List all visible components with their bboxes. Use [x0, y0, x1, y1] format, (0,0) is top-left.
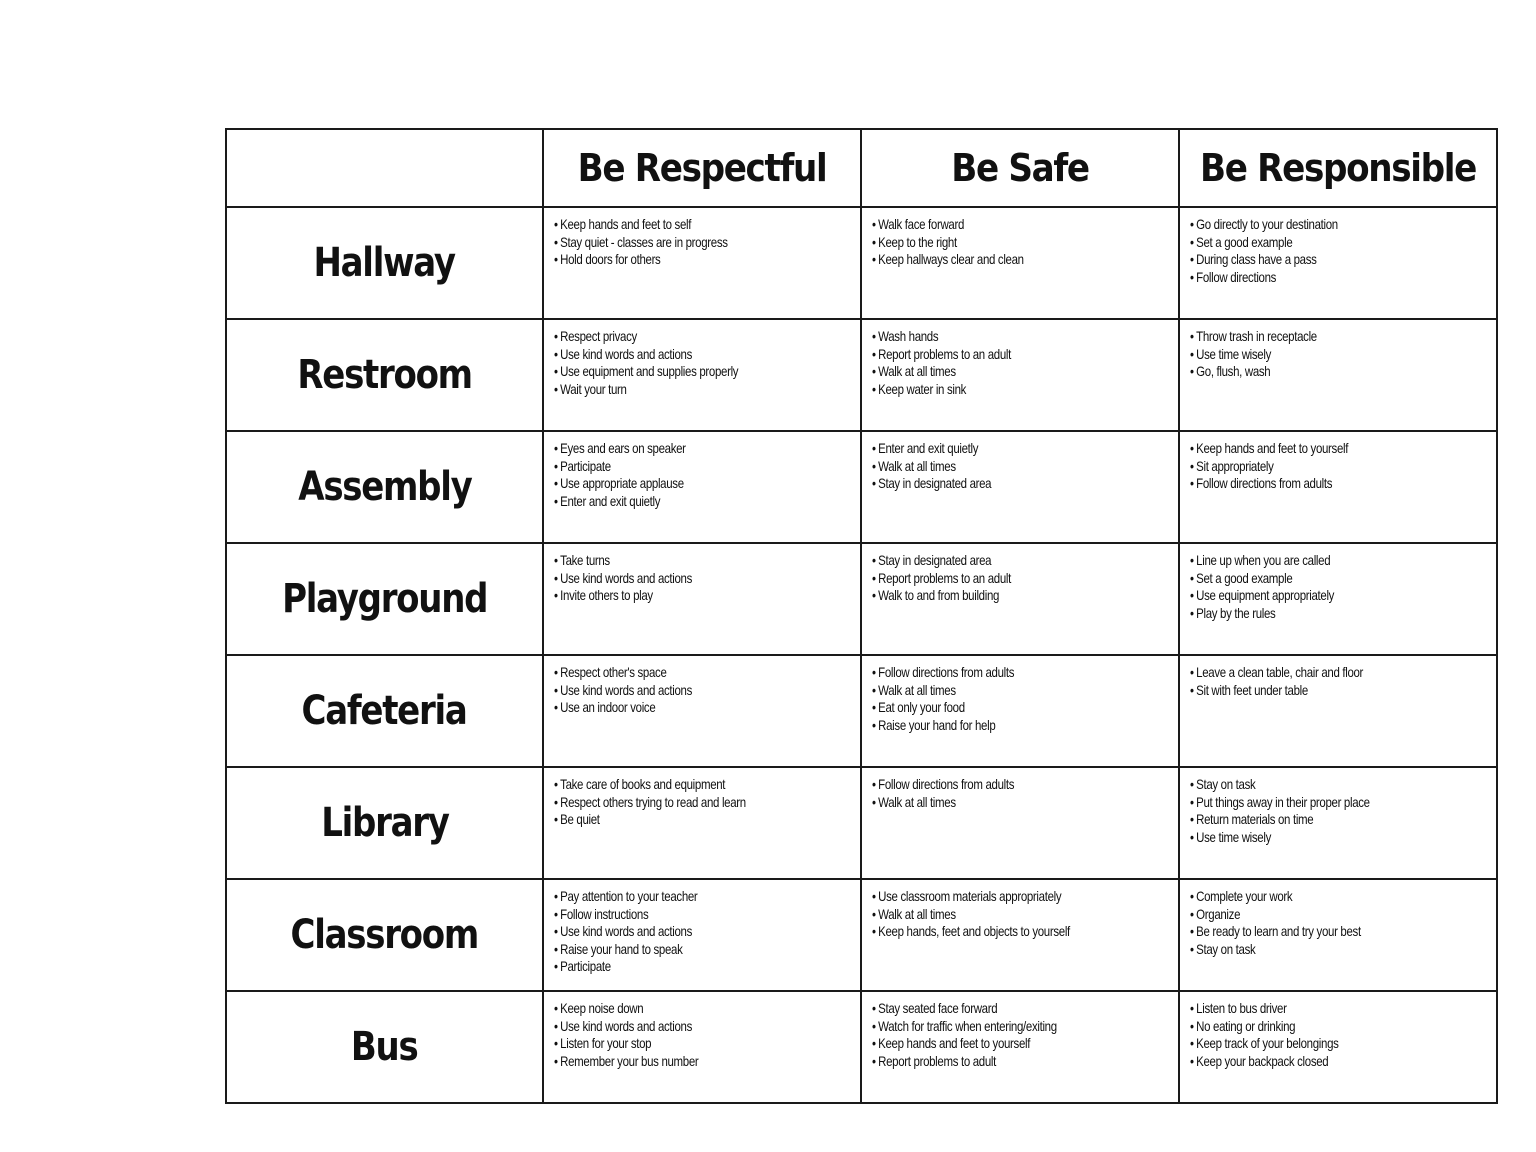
rule-list [544, 544, 860, 605]
rule-cell-respectful [543, 207, 861, 319]
rule-item: • Complete your work [1190, 888, 1441, 906]
location-cell [226, 991, 543, 1103]
rule-list [1180, 880, 1496, 958]
rule-list [544, 208, 860, 269]
rule-list [1180, 208, 1496, 286]
rule-list [544, 992, 860, 1070]
rule-item: • Follow directions from adults [872, 776, 1123, 794]
rule-cell-respectful [543, 543, 861, 655]
rule-item: • Walk to and from building [872, 587, 1123, 605]
rule-item: • Eyes and ears on speaker [554, 440, 805, 458]
rule-item: • Stay in designated area [872, 475, 1123, 493]
rule-list [1180, 320, 1496, 381]
rule-item: • Use kind words and actions [554, 923, 805, 941]
rule-cell-respectful [543, 431, 861, 543]
rule-cell-safe [861, 431, 1179, 543]
rule-item: • Walk face forward [872, 216, 1123, 234]
rule-item: • Walk at all times [872, 682, 1123, 700]
rule-item: • Take turns [554, 552, 805, 570]
rule-item: • Respect privacy [554, 328, 805, 346]
location-cell [226, 767, 543, 879]
rule-item: • Throw trash in receptacle [1190, 328, 1441, 346]
rule-item: • Raise your hand to speak [554, 941, 805, 959]
rule-item: • Follow directions from adults [1190, 475, 1441, 493]
expectations-matrix [225, 128, 1498, 1104]
rule-item: • Walk at all times [872, 363, 1123, 381]
rule-item: • Sit with feet under table [1190, 682, 1441, 700]
table-row [226, 543, 1497, 655]
rule-item: • During class have a pass [1190, 251, 1441, 269]
rule-item: • Participate [554, 458, 805, 476]
rule-list [862, 880, 1178, 941]
rule-item: • Set a good example [1190, 570, 1441, 588]
location-cell [226, 879, 543, 991]
rule-list [544, 768, 860, 829]
rule-item: • Keep hands, feet and objects to yourself [872, 923, 1123, 941]
rule-item: • Keep track of your belongings [1190, 1035, 1441, 1053]
rule-item: • Use appropriate applause [554, 475, 805, 493]
rule-item: • Keep hands and feet to yourself [1190, 440, 1441, 458]
rule-list [1180, 768, 1496, 846]
rule-item: • Use equipment and supplies properly [554, 363, 805, 381]
location-cell [226, 319, 543, 431]
rule-cell-responsible [1179, 879, 1497, 991]
rule-item: • Respect other's space [554, 664, 805, 682]
rule-item: • Remember your bus number [554, 1053, 805, 1071]
rule-list [1180, 432, 1496, 493]
rule-item: • Stay quiet - classes are in progress [554, 234, 805, 252]
rule-list [862, 432, 1178, 493]
rule-item: • Listen to bus driver [1190, 1000, 1441, 1018]
rule-cell-responsible [1179, 207, 1497, 319]
rule-list [544, 320, 860, 398]
rule-item: • Enter and exit quietly [872, 440, 1123, 458]
rule-cell-respectful [543, 655, 861, 767]
rule-item: • Walk at all times [872, 458, 1123, 476]
location-label: Assembly [297, 464, 472, 510]
location-cell [226, 431, 543, 543]
rule-item: • Wait your turn [554, 381, 805, 399]
column-header-responsible: Be Responsible [1195, 129, 1481, 207]
rule-list [862, 544, 1178, 605]
location-label: Classroom [290, 912, 479, 958]
table-row [226, 879, 1497, 991]
table-row [226, 991, 1497, 1103]
rule-list [862, 208, 1178, 269]
rule-item: • Report problems to an adult [872, 570, 1123, 588]
rule-item: • Go directly to your destination [1190, 216, 1441, 234]
rule-item: • Report problems to an adult [872, 346, 1123, 364]
matrix-body [226, 207, 1497, 1103]
rule-item: • Use time wisely [1190, 346, 1441, 364]
rule-item: • Organize [1190, 906, 1441, 924]
rule-item: • Wash hands [872, 328, 1123, 346]
rule-list [544, 432, 860, 510]
rule-item: • Play by the rules [1190, 605, 1441, 623]
table-row [226, 655, 1497, 767]
rule-item: • Keep to the right [872, 234, 1123, 252]
location-label: Cafeteria [302, 688, 467, 734]
rule-list [1180, 544, 1496, 622]
rule-cell-safe [861, 767, 1179, 879]
location-cell [226, 543, 543, 655]
rule-item: • Sit appropriately [1190, 458, 1441, 476]
rule-item: • Stay on task [1190, 776, 1441, 794]
rule-cell-responsible [1179, 767, 1497, 879]
rule-item: • Keep your backpack closed [1190, 1053, 1441, 1071]
rule-list [1180, 992, 1496, 1070]
rule-item: • Line up when you are called [1190, 552, 1441, 570]
rule-item: • Use kind words and actions [554, 1018, 805, 1036]
rule-cell-respectful [543, 991, 861, 1103]
rule-item: • Keep hands and feet to self [554, 216, 805, 234]
rule-cell-respectful [543, 767, 861, 879]
rule-item: • Respect others trying to read and learn [554, 794, 805, 812]
header-row [226, 129, 1497, 207]
rule-list [862, 768, 1178, 811]
rule-item: • Raise your hand for help [872, 717, 1123, 735]
rule-cell-safe [861, 879, 1179, 991]
rule-cell-responsible [1179, 991, 1497, 1103]
rule-item: • Stay on task [1190, 941, 1441, 959]
table-row [226, 431, 1497, 543]
rule-item: • Use equipment appropriately [1190, 587, 1441, 605]
rule-cell-safe [861, 655, 1179, 767]
table-row [226, 319, 1497, 431]
rule-list [544, 880, 860, 976]
corner-cell [226, 129, 543, 207]
rule-item: • Follow instructions [554, 906, 805, 924]
rule-list [544, 656, 860, 717]
rule-item: • Stay in designated area [872, 552, 1123, 570]
rule-item: • Be ready to learn and try your best [1190, 923, 1441, 941]
rule-item: • Put things away in their proper place [1190, 794, 1441, 812]
rule-item: • Leave a clean table, chair and floor [1190, 664, 1441, 682]
rule-cell-responsible [1179, 543, 1497, 655]
rule-item: • Enter and exit quietly [554, 493, 805, 511]
location-label: Library [320, 800, 449, 846]
rule-item: • Use kind words and actions [554, 682, 805, 700]
rule-item: • Report problems to adult [872, 1053, 1123, 1071]
rule-item: • Use kind words and actions [554, 570, 805, 588]
rule-item: • Return materials on time [1190, 811, 1441, 829]
location-label: Restroom [297, 352, 472, 398]
rule-cell-responsible [1179, 431, 1497, 543]
location-label: Playground [281, 576, 488, 622]
table-row [226, 767, 1497, 879]
rule-item: • Go, flush, wash [1190, 363, 1441, 381]
rule-item: • Use kind words and actions [554, 346, 805, 364]
rule-item: • No eating or drinking [1190, 1018, 1441, 1036]
location-cell [226, 207, 543, 319]
rule-list [862, 656, 1178, 734]
rule-item: • Keep noise down [554, 1000, 805, 1018]
rule-item: • Set a good example [1190, 234, 1441, 252]
rule-cell-responsible [1179, 319, 1497, 431]
rule-item: • Keep hallways clear and clean [872, 251, 1123, 269]
rule-item: • Eat only your food [872, 699, 1123, 717]
column-header-safe: Be Safe [877, 129, 1163, 207]
rule-item: • Participate [554, 958, 805, 976]
rule-list [1180, 656, 1496, 699]
rule-cell-safe [861, 319, 1179, 431]
location-label: Hallway [313, 240, 456, 286]
table-row [226, 207, 1497, 319]
rule-item: • Follow directions from adults [872, 664, 1123, 682]
rule-item: • Use time wisely [1190, 829, 1441, 847]
rule-cell-safe [861, 543, 1179, 655]
column-header-respectful: Be Respectful [559, 129, 845, 207]
rule-cell-respectful [543, 319, 861, 431]
rule-item: • Pay attention to your teacher [554, 888, 805, 906]
rule-cell-responsible [1179, 655, 1497, 767]
rule-list [862, 320, 1178, 398]
rule-item: • Take care of books and equipment [554, 776, 805, 794]
rule-item: • Keep hands and feet to yourself [872, 1035, 1123, 1053]
rule-item: • Keep water in sink [872, 381, 1123, 399]
rule-item: • Walk at all times [872, 906, 1123, 924]
location-cell [226, 655, 543, 767]
location-label: Bus [351, 1024, 418, 1070]
rule-item: • Use an indoor voice [554, 699, 805, 717]
rule-item: • Follow directions [1190, 269, 1441, 287]
rule-cell-respectful [543, 879, 861, 991]
rule-item: • Listen for your stop [554, 1035, 805, 1053]
rule-item: • Be quiet [554, 811, 805, 829]
rule-list [862, 992, 1178, 1070]
rule-item: • Hold doors for others [554, 251, 805, 269]
rule-item: • Walk at all times [872, 794, 1123, 812]
rule-item: • Use classroom materials appropriately [872, 888, 1123, 906]
rule-cell-safe [861, 991, 1179, 1103]
rule-item: • Invite others to play [554, 587, 805, 605]
rule-cell-safe [861, 207, 1179, 319]
rule-item: • Watch for traffic when entering/exiting [872, 1018, 1123, 1036]
rule-item: • Stay seated face forward [872, 1000, 1123, 1018]
